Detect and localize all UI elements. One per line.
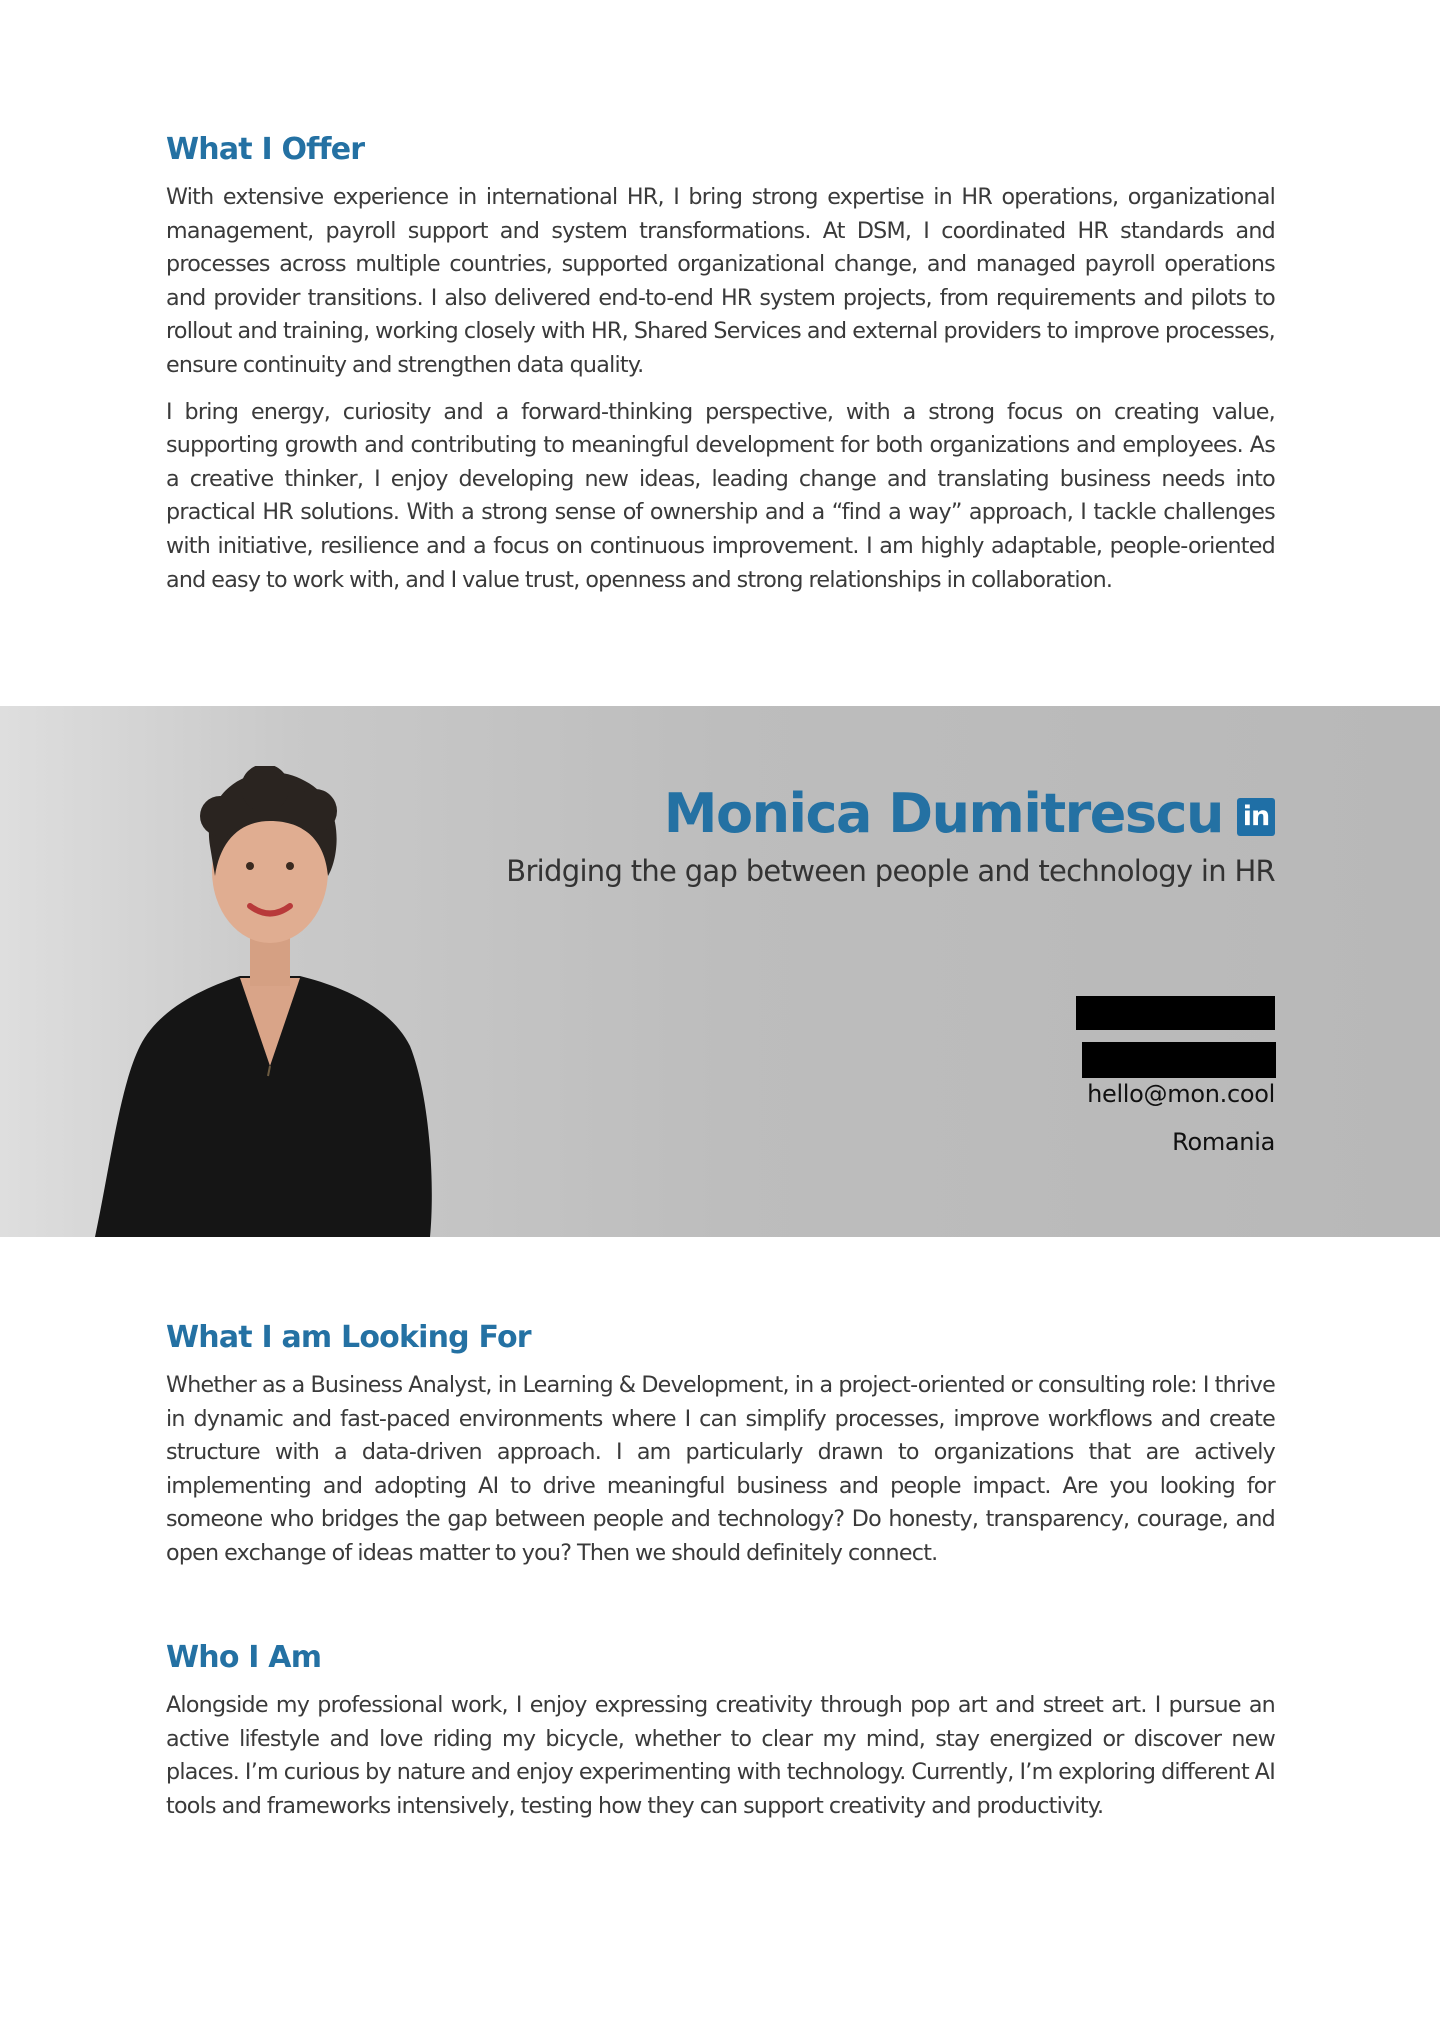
what-i-am-looking-for-section <box>166 1320 1275 1584</box>
redacted-contact-block <box>1082 1042 1276 1078</box>
what-i-offer-paragraph-1: With extensive experience in international HR, I bring strong expertise in HR operations, organizational management, payroll support and system transformations. At DSM, I coordinated HR standards and processes across multiple countries, supported organizational change, and managed payroll operations and provider transitions. I also delivered end-to-end HR system projects, from requirements and pilots to rollout and training, working closely with HR, Shared Services and external providers to improve processes, ensure continuity and strengthen data quality. <box>166 184 1275 378</box>
who-i-am-paragraph: Alongside my professional work, I enjoy expressing creativity through pop art and street art. I pursue an active lifestyle and love riding my bicycle, whether to clear my mind, stay energized or discover new places. I’m curious by nature and enjoy experimenting with technology. Currently, I’m exploring different AI tools and frameworks intensively, testing how they can support creativity and productivity. <box>166 1692 1275 1819</box>
who-i-am-heading: Who I Am <box>166 1640 322 1675</box>
person-name: Monica Dumitrescu <box>663 782 1223 845</box>
looking-for-heading: What I am Looking For <box>166 1320 531 1355</box>
location-text: Romania <box>1172 1128 1275 1156</box>
name-row <box>664 782 1275 845</box>
looking-for-paragraph: Whether as a Business Analyst, in Learning & Development, in a project-oriented or consulting role: I thrive in dynamic and fast-paced environments where I can simplify processes, improve workflows and create structure with a data-driven approach. I am particularly drawn to organizations that are actively implementing and adopting AI to drive meaningful business and people impact. Are you looking for someone who bridges the gap between people and technology? Do honesty, transparency, courage, and open exchange of ideas matter to you? Then we should definitely connect. <box>166 1372 1275 1566</box>
who-i-am-section <box>166 1640 1275 1836</box>
what-i-offer-heading: What I Offer <box>166 132 365 167</box>
what-i-offer-paragraph-2: I bring energy, curiosity and a forward-thinking perspective, with a strong focus on creating value, supporting growth and contributing to meaningful development for both organizations and employees. As a creative thinker, I enjoy developing new ideas, leading change and translating business needs into practical HR solutions. With a strong sense of ownership and a “find a way” approach, I tackle challenges with initiative, resilience and a focus on continuous improvement. I am highly adaptable, people-oriented and easy to work with, and I value trust, openness and strong relationships in collaboration. <box>166 398 1275 593</box>
email-link[interactable]: hello@mon.cool <box>1087 1080 1275 1108</box>
what-i-offer-section <box>166 132 1275 610</box>
profile-photo <box>90 766 450 1237</box>
tagline: Bridging the gap between people and technology in HR <box>506 854 1275 888</box>
linkedin-icon[interactable]: in <box>1237 798 1275 836</box>
profile-banner <box>0 706 1440 1237</box>
redacted-contact-block <box>1076 996 1275 1030</box>
